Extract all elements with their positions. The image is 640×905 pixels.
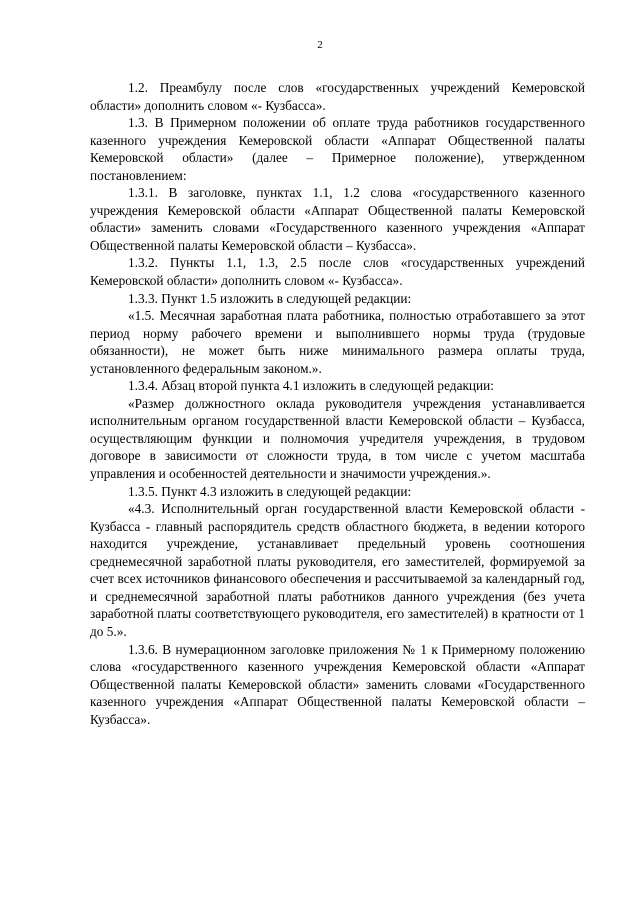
paragraph-quote-1-5: «1.5. Месячная заработная плата работника, полностью отработавшего за этот период норму рабочего времени и выполнившего нормы труда (трудовые обязанности), не может быть ниже минимального размера оплаты труда, установленного федеральным законом.». xyxy=(90,308,585,376)
paragraph-quote-4-3: «4.3. Исполнительный орган государственной власти Кемеровской области - Кузбасса - главный распорядитель средств областного бюджета, в ведении которого находится учреждение, устанавливает предельный уровень соотношения среднемесячной заработной платы руководителя, его заместителей, формируемой за счет всех источников финансового обеспечения и рассчитываемой за календарный год, и среднемесячной заработной платы работников данного учреждения (без учета заработной платы соответствующего руководителя, его заместителей) в кратности от 1 до 5.». xyxy=(90,501,585,639)
document-body xyxy=(90,79,585,728)
paragraph-1-3-4: 1.3.4. Абзац второй пункта 4.1 изложить в следующей редакции: xyxy=(128,378,494,394)
paragraph-1-3: 1.3. В Примерном положении об оплате труда работников государственного казенного учреждения Кемеровской области «Аппарат Общественной палаты Кемеровской области» (далее – Примерное положение), утвержденном постановлением: xyxy=(90,115,585,183)
paragraph-1-3-3: 1.3.3. Пункт 1.5 изложить в следующей редакции: xyxy=(128,290,412,306)
paragraph-1-3-6: 1.3.6. В нумерационном заголовке приложения № 1 к Примерному положению слова «государственного казенного учреждения Кемеровской области «Аппарат Общественной палаты Кемеровской области» заменить словами «Государственного казенного учреждения «Аппарат Общественной палаты Кемеровской области – Кузбасса». xyxy=(90,641,585,727)
paragraph-1-2: 1.2. Преамбулу после слов «государственных учреждений Кемеровской области» дополнить словом «- Кузбасса». xyxy=(90,80,585,113)
paragraph-1-3-1: 1.3.1. В заголовке, пунктах 1.1, 1.2 слова «государственного казенного учреждения Кемеровской области «Аппарат Общественной палаты Кемеровской области» заменить словами «Государственного казенного учреждения «Аппарат Общественной палаты Кемеровской области – Кузбасса». xyxy=(90,185,585,253)
paragraph-quote-4-1: «Размер должностного оклада руководителя учреждения устанавливается исполнительным органом государственной власти Кемеровской области – Кузбасса, осуществляющим функции и полномочия учредителя учреждения, в трудовом договоре в зависимости от сложности труда, в том числе с учетом масштаба управления и особенностей деятельности и значимости учреждения.». xyxy=(90,395,585,482)
paragraph-1-3-2: 1.3.2. Пункты 1.1, 1.3, 2.5 после слов «государственных учреждений Кемеровской области» дополнить словом «- Кузбасса». xyxy=(90,255,585,289)
paragraph-1-3-5: 1.3.5. Пункт 4.3 изложить в следующей редакции: xyxy=(128,483,412,499)
page-number: 2 xyxy=(317,39,323,51)
